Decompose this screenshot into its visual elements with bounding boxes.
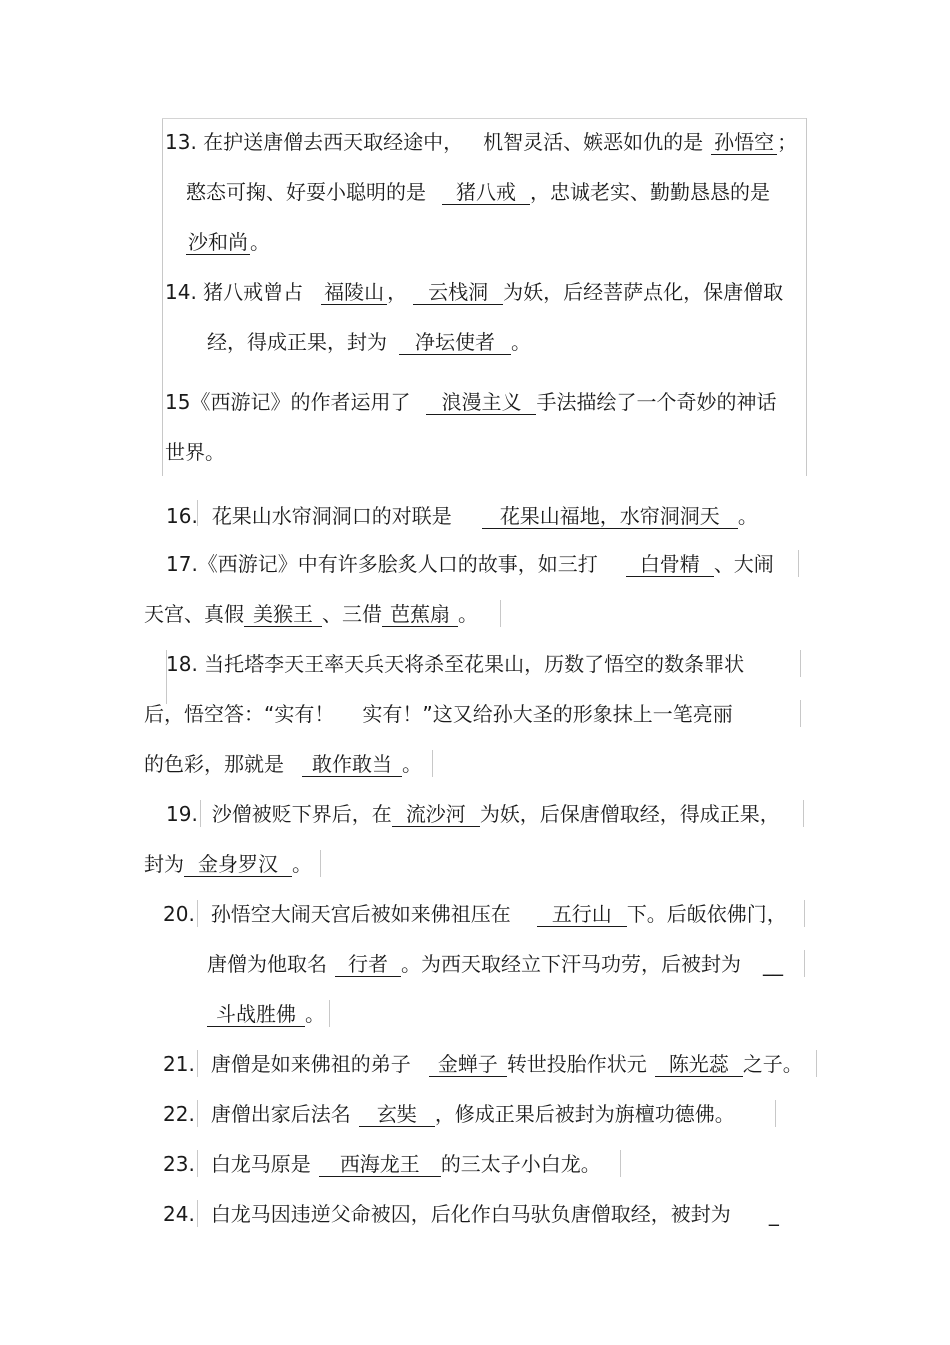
question-text: 。 [305, 1002, 325, 1026]
question-text: 唐僧是如来佛祖的弟子 [210, 1052, 411, 1076]
frame-right-rule [806, 118, 807, 476]
question-text: 世界。 [165, 440, 225, 464]
answer-blank: 陈光蕊 [655, 1052, 743, 1077]
question-13-line-2 [186, 178, 770, 206]
question-text: 封为 [144, 852, 184, 876]
answer-blank: 斗战胜佛 [207, 1002, 305, 1027]
cell-rule [432, 750, 433, 777]
answer-blank: 猪八戒 [442, 180, 530, 205]
question-text: 憨态可掬、好耍小聪明的是 [186, 180, 426, 204]
answer-blank: 芭蕉扇 [382, 602, 458, 627]
question-17-line-1 [166, 550, 774, 578]
question-text: 13. 在护送唐僧去西天取经途中， [165, 130, 464, 154]
answer-blank: 花果山福地，水帘洞洞天 [482, 504, 738, 529]
question-text: 。 [511, 330, 531, 354]
question-text: 的三太子小白龙。 [440, 1152, 601, 1176]
question-text: 机智灵活、嫉恶如仇的是 [483, 130, 704, 154]
question-text: 花果山水帘洞洞口的对联是 [211, 504, 452, 528]
cell-rule [329, 1000, 330, 1027]
cell-rule [804, 900, 805, 927]
question-text: 。 [737, 504, 758, 528]
cell-rule [500, 600, 501, 627]
question-number: 20. [163, 902, 195, 926]
question-14-line-1 [165, 278, 783, 306]
question-text: 白龙马原是 [210, 1152, 311, 1176]
question-number: 16. [166, 504, 198, 528]
question-text: 17.《西游记》中有许多脍炙人口的故事，如三打 [166, 552, 598, 576]
question-text: 手法描绘了一个奇妙的神话 [536, 390, 777, 414]
question-text: 后，悟空答：“实有！ [144, 702, 335, 726]
question-20-line-1 [163, 900, 787, 928]
question-text: _ [768, 1202, 779, 1226]
cell-rule [800, 700, 801, 727]
answer-blank: 金蝉子 [429, 1052, 507, 1077]
answer-blank: 美猴王 [244, 602, 322, 627]
question-text: 15《西游记》的作者运用了 [165, 390, 411, 414]
answer-blank: 行者 [335, 952, 401, 977]
frame-left-rule [162, 118, 163, 476]
question-text: 唐僧为他取名 [207, 952, 327, 976]
question-text: 、大闹 [713, 552, 774, 576]
cell-rule [803, 800, 804, 827]
question-text: 。 [250, 230, 270, 254]
question-text: 天宫、真假 [144, 602, 244, 626]
question-text: 。为西天取经立下汗马功劳，后被封为 [401, 952, 741, 976]
question-20-line-3 [207, 1000, 325, 1028]
question-text: 。 [292, 852, 312, 876]
question-text: 为妖，后经菩萨点化，保唐僧取 [503, 280, 784, 304]
answer-blank: 白骨精 [626, 552, 714, 577]
question-18-line-2 [144, 700, 733, 728]
question-text: 14. 猪八戒曾占 [165, 280, 304, 304]
question-number: 19. [166, 802, 198, 826]
question-13-line-1 [165, 128, 797, 156]
answer-blank: 孙悟空 [711, 130, 777, 155]
answer-blank: 云栈洞 [413, 280, 503, 305]
question-text: 沙僧被贬下界后，在 [211, 802, 392, 826]
answer-blank: 沙和尚 [188, 230, 248, 254]
question-24-line-1 [163, 1200, 779, 1228]
answer-blank: 五行山 [537, 902, 627, 927]
question-text: 实有！”这又给孙大圣的形象抹上一笔亮丽 [362, 702, 733, 726]
question-20-line-2 [207, 950, 783, 978]
cell-rule [804, 950, 805, 977]
question-14-line-2 [207, 328, 531, 356]
question-13-line-3 [186, 228, 270, 256]
question-text: ； [777, 130, 798, 154]
question-21-line-1 [163, 1050, 803, 1078]
question-22-line-1 [163, 1100, 735, 1128]
answer-blank: 西海龙王 [319, 1152, 441, 1177]
question-text: 白龙马因违逆父命被囚，后化作白马驮负唐僧取经，被封为 [210, 1202, 731, 1226]
question-number: 21. [163, 1052, 195, 1076]
question-16-line-1 [166, 502, 758, 530]
question-text: 转世投胎作状元 [506, 1052, 647, 1076]
answer-blank: 敢作敢当 [302, 752, 402, 777]
question-text: ， [387, 280, 408, 304]
question-18-line-3 [144, 750, 422, 778]
question-number: 24. [163, 1202, 195, 1226]
question-text: 下。后皈依佛门， [626, 902, 787, 926]
question-15-line-1 [165, 388, 776, 416]
question-18-line-1 [166, 650, 744, 678]
answer-blank: 净坛使者 [399, 330, 511, 355]
cell-rule [620, 1150, 621, 1177]
answer-blank: 福陵山 [321, 280, 387, 305]
question-text: 18. 当托塔李天王率天兵天将杀至花果山，历数了悟空的数条罪状 [166, 652, 745, 676]
question-text: 的色彩，那就是 [144, 752, 284, 776]
question-text: 唐僧出家后法名 [210, 1102, 351, 1126]
question-number: 22. [163, 1102, 195, 1126]
cell-rule [320, 850, 321, 877]
cell-rule [800, 650, 801, 677]
question-number: 23. [163, 1152, 195, 1176]
question-text: 。 [458, 602, 478, 626]
question-text: 孙悟空大闹天宫后被如来佛祖压在 [210, 902, 511, 926]
question-15-line-2 [165, 438, 225, 466]
cell-rule [798, 550, 799, 577]
cell-rule [775, 1100, 776, 1127]
question-19-line-1 [166, 800, 780, 828]
question-text: 。 [402, 752, 422, 776]
question-19-line-2 [144, 850, 312, 878]
question-text: __ [763, 952, 783, 976]
question-text: 、三借 [322, 602, 382, 626]
answer-blank: 玄奘 [359, 1102, 435, 1127]
question-text: ，修成正果后被封为旃檀功德佛。 [434, 1102, 735, 1126]
question-23-line-1 [163, 1150, 601, 1178]
answer-blank: 流沙河 [392, 802, 480, 827]
answer-blank: 浪漫主义 [426, 390, 536, 415]
answer-blank: 金身罗汉 [184, 852, 292, 877]
cell-rule [816, 1050, 817, 1077]
question-text: 为妖，后保唐僧取经，得成正果， [479, 802, 780, 826]
question-text: ，忠诚老实、勤勤恳恳的是 [530, 180, 770, 204]
question-17-line-2 [144, 600, 478, 628]
frame-top-rule [162, 118, 806, 119]
question-text: 经，得成正果，封为 [207, 330, 387, 354]
question-text: 之子。 [742, 1052, 803, 1076]
